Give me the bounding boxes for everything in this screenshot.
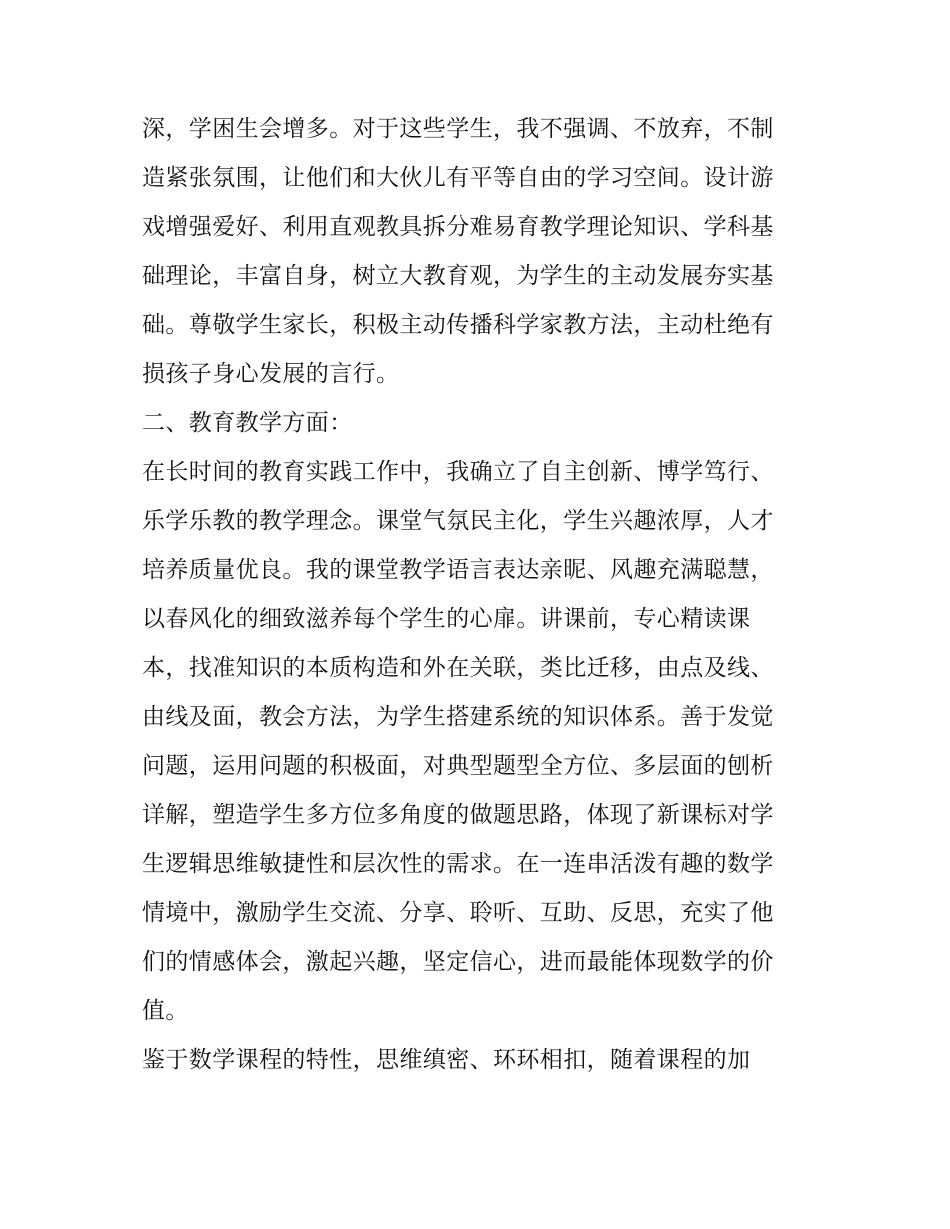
document-body (142, 105, 822, 1085)
text-line: 由线及面，教会方法，为学生搭建系统的知识体系。善于发觉 (142, 704, 774, 730)
text-line: 们的情感体会，激起兴趣，坚定信心，进而最能体现数学的价 (142, 949, 774, 975)
text-line: 乐学乐教的教学理念。课堂气氛民主化，学生兴趣浓厚，人才 (142, 508, 774, 534)
text-line: 深，学困生会增多。对于这些学生，我不强调、不放弃，不制 (142, 116, 774, 142)
text-line: 在长时间的教育实践工作中，我确立了自主创新、博学笃行、 (142, 459, 774, 485)
text-line: 鉴于数学课程的特性，思维缜密、环环相扣，随着课程的加 (142, 1047, 751, 1073)
text-line: 损孩子身心发展的言行。 (142, 361, 400, 387)
text-line: 培养质量优良。我的课堂教学语言表达亲昵、风趣充满聪慧， (142, 557, 774, 583)
text-line: 础。尊敬学生家长，积极主动传播科学家教方法，主动杜绝有 (142, 312, 774, 338)
text-line: 戏增强爱好、利用直观教具拆分难易育教学理论知识、学科基 (142, 214, 774, 240)
text-line: 详解，塑造学生多方位多角度的做题思路，体现了新课标对学 (142, 802, 774, 828)
text-line: 值。 (142, 998, 189, 1024)
section-heading: 二、教育教学方面： (142, 410, 353, 436)
text-line: 生逻辑思维敏捷性和层次性的需求。在一连串活泼有趣的数学 (142, 851, 774, 877)
text-line: 础理论，丰富自身，树立大教育观，为学生的主动发展夯实基 (142, 263, 774, 289)
text-line: 造紧张氛围，让他们和大伙儿有平等自由的学习空间。设计游 (142, 165, 774, 191)
text-line: 本，找准知识的本质构造和外在关联，类比迁移，由点及线、 (142, 655, 774, 681)
text-line: 情境中，激励学生交流、分享、聆听、互助、反思，充实了他 (142, 900, 774, 926)
text-line: 问题，运用问题的积极面，对典型题型全方位、多层面的刨析 (142, 753, 774, 779)
text-line: 以春风化的细致滋养每个学生的心扉。讲课前，专心精读课 (142, 606, 751, 632)
